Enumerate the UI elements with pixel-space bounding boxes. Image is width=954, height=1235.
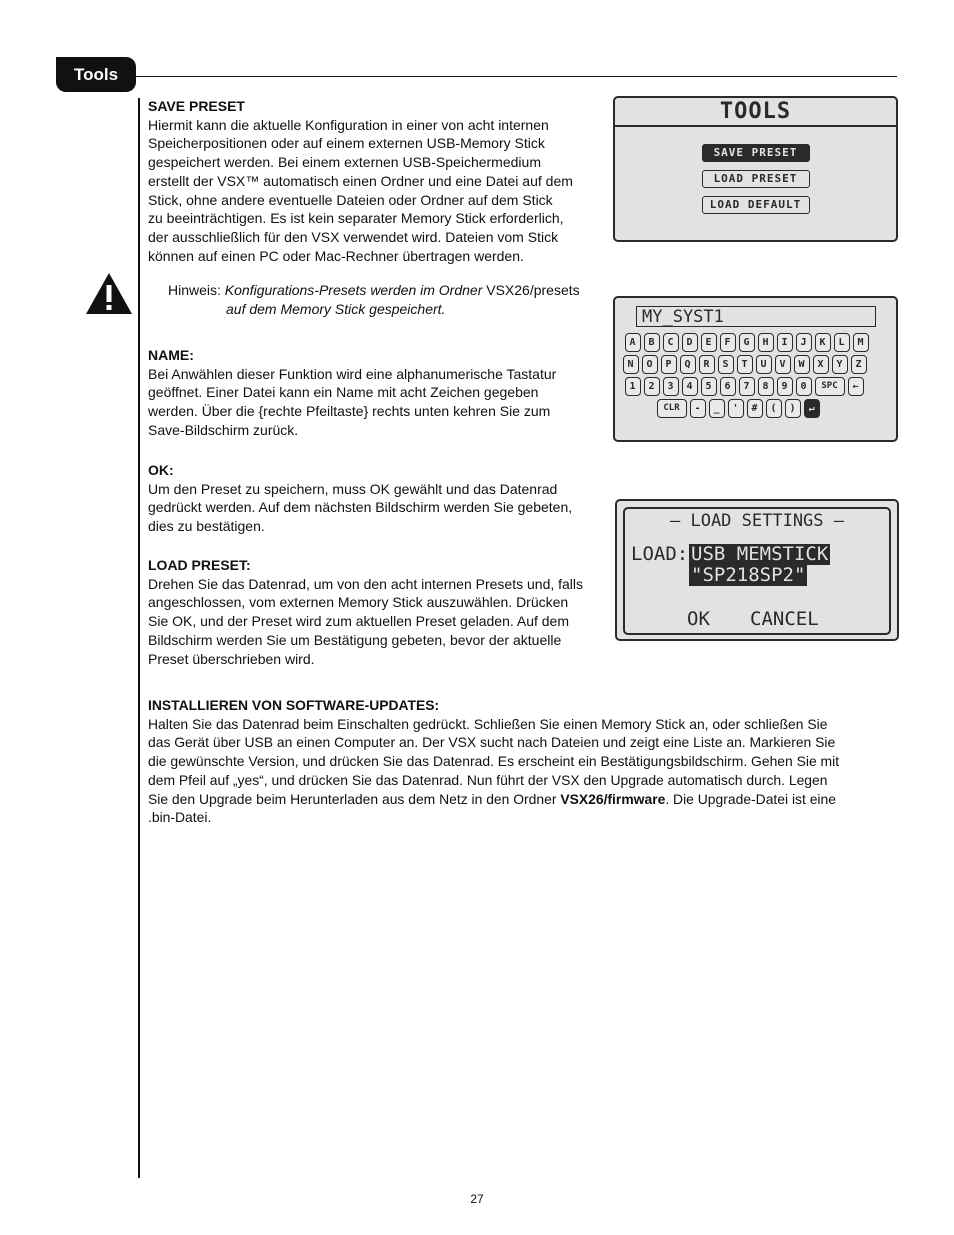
key[interactable]: Y [832,355,848,374]
save-preset-section [148,97,608,265]
key[interactable]: 4 [682,377,698,396]
key[interactable]: F [720,333,736,352]
key[interactable]: 8 [758,377,774,396]
key[interactable]: 7 [739,377,755,396]
updates-line: das Gerät über USB an einen Computer an. Der VSX sucht nach Dateien und zeigt eine Liste an. Markieren Sie [148,734,836,751]
left-margin-rule [138,98,140,1178]
key[interactable]: O [642,355,658,374]
key[interactable]: - [690,399,706,418]
warning-icon [85,272,133,321]
ok-button[interactable]: OK [687,608,710,630]
key[interactable]: 3 [663,377,679,396]
key[interactable]: Q [680,355,696,374]
key-row [655,399,896,421]
load-preset-line: Sie OK, und der Preset wird zum aktuellen Preset geladen. Auf dem [148,613,570,630]
key[interactable]: 2 [644,377,660,396]
load-preset-button[interactable]: LOAD PRESET [702,170,810,188]
key-row [621,355,896,377]
load-settings-title: – LOAD SETTINGS – [670,511,844,531]
name-line: Bei Anwählen dieser Funktion wird eine alphanumerische Tastatur [148,365,557,382]
key[interactable]: U [756,355,772,374]
tools-screen [613,96,898,242]
space-key[interactable]: SPC [815,377,845,396]
cancel-button[interactable]: CANCEL [750,608,819,630]
key[interactable]: X [813,355,829,374]
save-preset-line: Hiermit kann die aktuelle Konfiguration in einer von acht internen [148,116,549,133]
key[interactable]: N [623,355,639,374]
name-heading: NAME: [148,347,194,363]
save-preset-line: Speicherpositionen oder auf einem externen USB-Memory Stick [148,135,545,152]
note-path: VSX26/presets [486,282,580,298]
key[interactable]: J [796,333,812,352]
save-preset-line: der ausschließlich für den VSX verwendet wird. Dateien vom Stick [148,228,559,245]
name-section [148,346,608,440]
note-text: Konfigurations-Presets werden im Ordner [224,282,483,298]
load-file-name[interactable]: "SP218SP2" [691,564,806,586]
load-preset-heading: LOAD PRESET: [148,557,251,573]
key[interactable]: G [739,333,755,352]
key[interactable]: E [701,333,717,352]
load-preset-line: Preset überschrieben wird. [148,650,315,667]
key[interactable]: ) [785,399,801,418]
backspace-arrow-icon[interactable]: ← [848,377,864,396]
key[interactable]: ( [766,399,782,418]
enter-arrow-icon[interactable]: ↵ [804,399,820,418]
save-preset-line: können auf einen PC oder Mac-Rechner übertragen werden. [148,247,524,264]
load-preset-section [148,556,608,668]
firmware-path: VSX26/firmware [560,790,666,807]
updates-heading: INSTALLIEREN VON SOFTWARE-UPDATES: [148,697,440,713]
load-label: LOAD: [631,543,689,565]
key[interactable]: R [699,355,715,374]
key[interactable]: L [834,333,850,352]
save-preset-line: gespeichert werden. Bei einem externen USB-Speichermedium [148,154,541,171]
name-input[interactable]: MY_SYST1 [636,306,876,327]
name-line: Save-Bildschirm zurück. [148,421,299,438]
updates-line: die gewünschte Version, und drücken Sie das Datenrad. Es erscheint ein Bestätigungsbildschirm. Gehen Sie mit [148,753,840,770]
load-source[interactable]: USB MEMSTICK [691,543,829,565]
key[interactable]: _ [709,399,725,418]
save-preset-heading: SAVE PRESET [148,98,245,114]
ok-line: dies zu bestätigen. [148,518,265,535]
key-row [623,333,896,355]
key[interactable]: 6 [720,377,736,396]
key[interactable]: # [747,399,763,418]
save-preset-line: zu beeinträchtigen. Es ist kein separater Memory Stick erforderlich, [148,210,564,227]
load-settings-screen [615,499,899,641]
ok-section [148,461,608,536]
save-preset-button[interactable]: SAVE PRESET [702,144,810,162]
updates-line: dem Pfeil auf „yes“, und drücken Sie das Datenrad. Nun führt der VSX den Upgrade automatisch durch. Legen [148,771,828,788]
name-line: werden. Über die {rechte Pfeiltaste} rechts unten kehren Sie zum [148,403,551,420]
key-row [623,377,896,399]
load-preset-line: Bildschirm werden Sie um Bestätigung gebeten, bevor der aktuelle [148,631,562,648]
updates-section [148,696,888,827]
key[interactable]: K [815,333,831,352]
updates-line-text: Sie den Upgrade beim Herunterladen aus dem Netz in den Ordner [148,790,561,807]
ok-line: gedrückt werden. Auf dem nächsten Bildschirm werden Sie gebeten, [148,499,573,516]
key[interactable]: V [775,355,791,374]
note-label: Hinweis: [168,282,221,298]
tools-screen-title: TOOLS [615,98,896,127]
ok-heading: OK: [148,462,174,478]
key[interactable]: 0 [796,377,812,396]
note-text-continued: auf dem Memory Stick gespeichert. [226,300,446,317]
load-default-button[interactable]: LOAD DEFAULT [702,196,810,214]
name-line: geöffnet. Einer Datei kann ein Name mit acht Zeichen gegeben [148,384,539,401]
updates-line: .bin-Datei. [148,809,212,826]
page-number: 27 [470,1192,484,1206]
save-preset-line: Stick, ohne andere eventuelle Dateien oder Ordner auf dem Stick [148,191,553,208]
key[interactable]: I [777,333,793,352]
key[interactable]: S [718,355,734,374]
header-rule [136,76,897,77]
key[interactable]: D [682,333,698,352]
key[interactable]: P [661,355,677,374]
key[interactable]: B [644,333,660,352]
section-tab: Tools [56,57,136,92]
save-preset-line: erstellt der VSX™ automatisch einen Ordner und eine Datei auf dem [148,172,573,189]
load-preset-line: Drehen Sie das Datenrad, um von den acht internen Presets und, falls [148,575,584,592]
key[interactable]: M [853,333,869,352]
key[interactable]: W [794,355,810,374]
load-preset-line: angeschlossen, vom externen Memory Stick auszuwählen. Drücken [148,594,569,611]
note [168,281,580,318]
ok-line: Um den Preset zu speichern, muss OK gewählt und das Datenrad [148,480,558,497]
key[interactable]: 5 [701,377,717,396]
key[interactable]: Z [851,355,867,374]
key[interactable]: T [737,355,753,374]
key[interactable]: H [758,333,774,352]
keyboard-screen [613,296,898,442]
updates-line [148,790,888,809]
clear-key[interactable]: CLR [657,399,687,418]
key[interactable]: ' [728,399,744,418]
key[interactable]: 9 [777,377,793,396]
key[interactable]: C [663,333,679,352]
updates-line-text: . Die Upgrade-Datei ist eine [665,790,836,807]
key[interactable]: 1 [625,377,641,396]
updates-line: Halten Sie das Datenrad beim Einschalten gedrückt. Schließen Sie einen Memory Stick an, oder schließen Sie [148,715,828,732]
key[interactable]: A [625,333,641,352]
